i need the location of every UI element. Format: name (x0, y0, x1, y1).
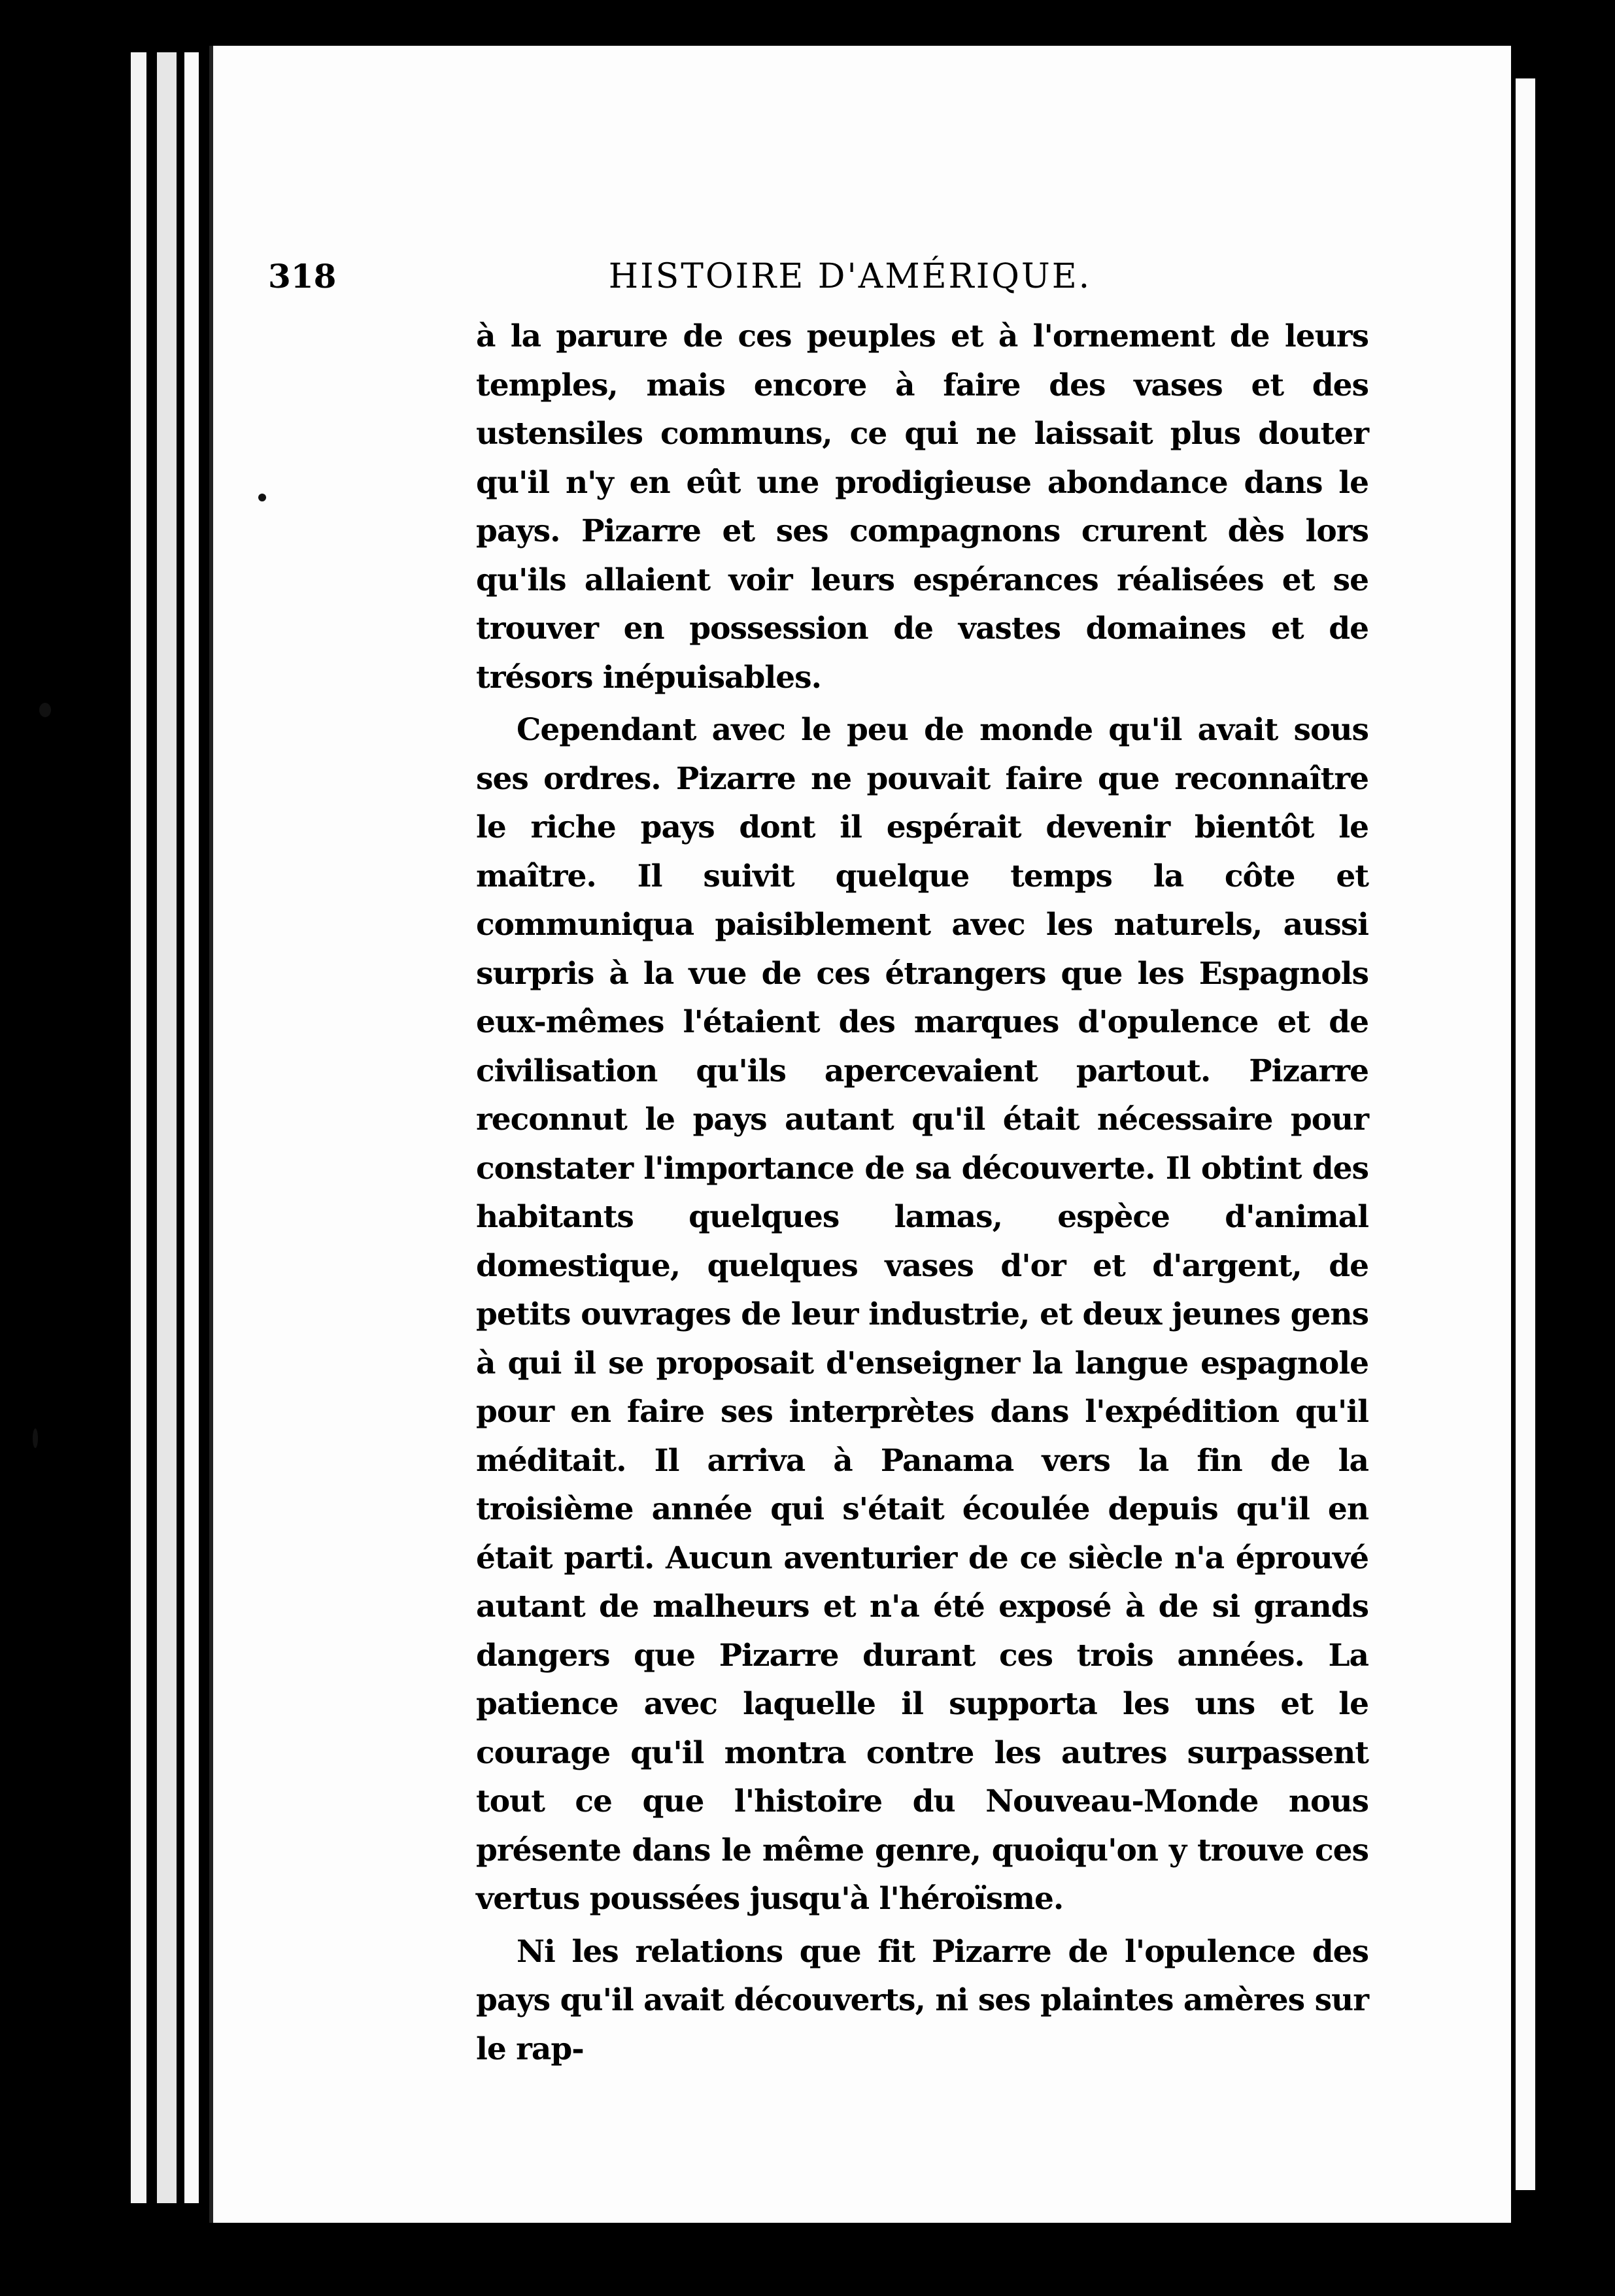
running-head: HISTOIRE D'AMÉRIQUE. (608, 257, 1092, 296)
ink-speck (258, 494, 266, 501)
page-edge (1516, 78, 1535, 2190)
ink-speck (33, 1428, 38, 1448)
binding-strip (157, 52, 177, 2203)
paragraph: Cependant avec le peu de monde qu'il avait sous ses ordres. Pizarre ne pouvait faire que reconnaître le riche pays dont il espérait devenir bientôt le maître. Il suivit quelque temps la côte et communiqua paisiblement avec les naturels, aussi surpris à la vue de ces étrangers que les Espagnols eux-mêmes l'étaient des marques d'opulence et de civilisation qu'ils apercevaient partout. Pizarre reconnut le pays autant qu'il était nécessaire pour constater l'importance de sa découverte. Il obtint des habitants quelques lamas, espèce d'animal domestique, quelques vases d'or et d'argent, de petits ouvrages de leur industrie, et deux jeunes gens à qui il se proposait d'enseigner la langue espagnole pour en faire ses interprètes dans l'expédition qu'il méditait. Il arriva à Panama vers la fin de la troisième année qui s'était écoulée depuis qu'il en était parti. Aucun aventurier de ce siècle n'a éprouvé autant de malheurs et n'a été exposé à de si grands dangers que Pizarre durant ces trois années. La patience avec laquelle il supporta les uns et le courage qu'il montra contre les autres surpassent tout ce que l'histoire du Nouveau-Monde nous présente dans le même genre, quoiqu'on y trouve ces vertus poussées jusqu'à l'héroïsme. (476, 712, 1368, 1917)
binding-strip (131, 52, 146, 2203)
page-header (268, 247, 1393, 306)
body-text (476, 312, 1368, 2074)
binding-strip (184, 52, 199, 2203)
paragraph: Ni les relations que fit Pizarre de l'opulence des pays qu'il avait découverts, ni ses plaintes amères sur le rap- (476, 1933, 1368, 2067)
page-number: 318 (268, 257, 337, 295)
ink-speck (39, 703, 51, 717)
paragraph: à la parure de ces peuples et à l'ornement de leurs temples, mais encore à faire des vases et des ustensiles communs, ce qui ne laissait plus douter qu'il n'y en eût une prodigieuse abondance dans le pays. Pizarre et ses compagnons crurent dès lors qu'ils allaient voir leurs espérances réalisées et se trouver en possession de vastes domaines et de trésors inépuisables. (476, 318, 1368, 696)
